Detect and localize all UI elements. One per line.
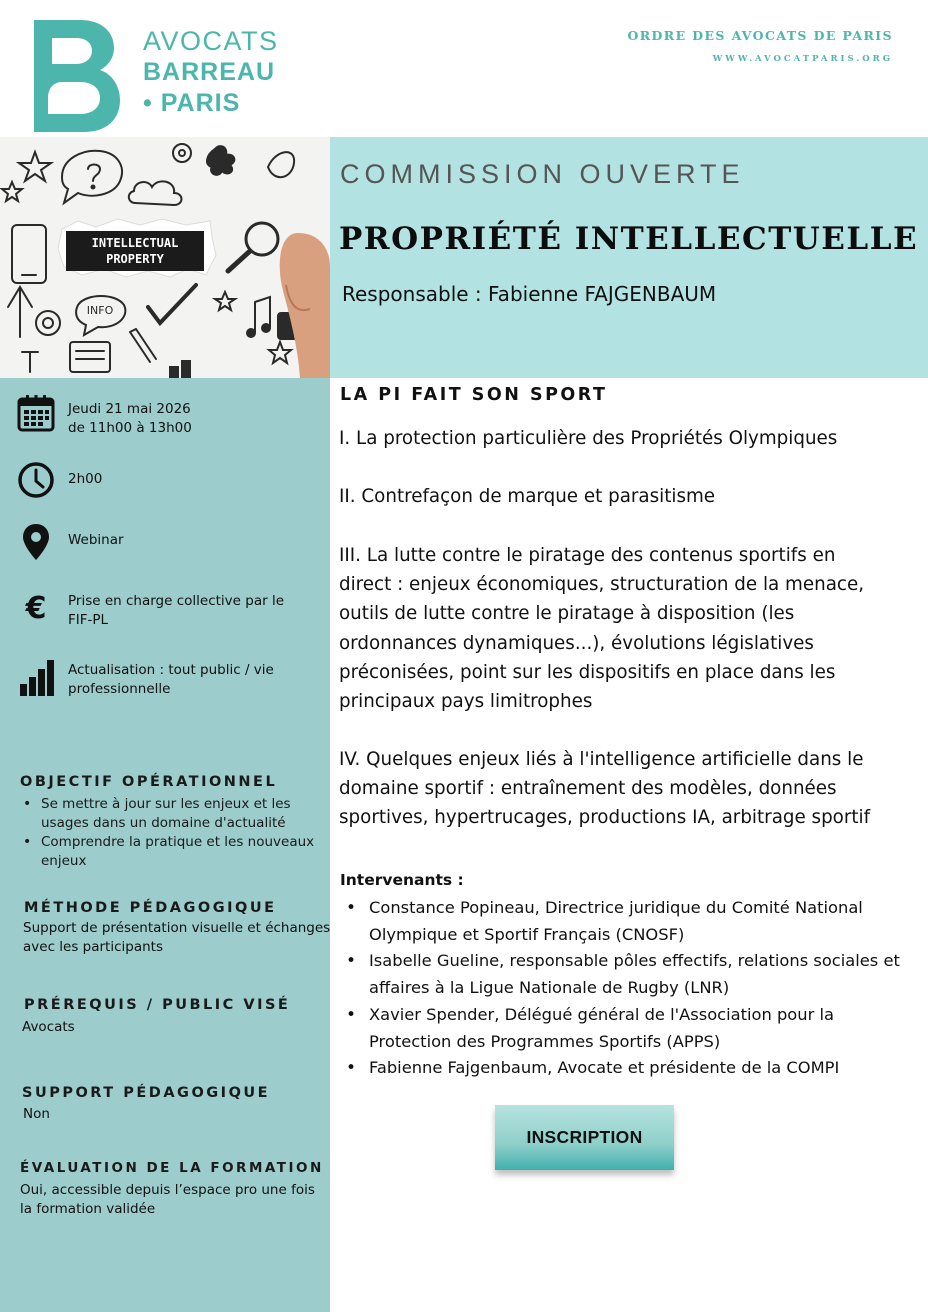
objectif-list: [20, 795, 320, 871]
logo-wordmark: [143, 26, 279, 119]
prerequis-title: PRÉREQUIS / PUBLIC VISÉ: [24, 997, 291, 1013]
org-block: [627, 28, 893, 64]
event-funding-line1: Prise en charge collective par le: [68, 593, 284, 609]
logo-line-barreau: BARREAU: [143, 58, 275, 86]
event-location: Webinar: [68, 532, 124, 548]
methode-line2: avec les participants: [23, 939, 163, 955]
event-level-line2: professionnelle: [68, 681, 171, 697]
support-body: Non: [23, 1106, 50, 1122]
evaluation-line1: Oui, accessible depuis l’espace pro une fois: [20, 1182, 315, 1198]
event-funding: [68, 592, 318, 630]
methode-title: MÉTHODE PÉDAGOGIQUE: [24, 900, 277, 916]
logo-line-paris: • PARIS: [143, 89, 241, 117]
program-item-1: I. La protection particulière des Propriétés Olympiques: [339, 428, 838, 449]
program-item-3: III. La lutte contre le piratage des contenus sportifs en direct : enjeux économiques, structuration de la menace, outils de lutte contre le piratage à disposition (les ordonnances dynamiques...), évolutions législatives préconisées, point sur les dispositifs en place dans les principaux pays limitrophes: [339, 545, 865, 713]
evaluation-line2: la formation validée: [20, 1201, 156, 1217]
commission-kicker: COMMISSION OUVERTE: [340, 159, 745, 189]
event-funding-line2: FIF-PL: [68, 612, 109, 628]
intervenants-list: [340, 895, 900, 1082]
intervenants-title: Intervenants :: [340, 871, 464, 889]
barreau-logo-icon: [28, 16, 120, 134]
prerequis-body: Avocats: [22, 1019, 75, 1035]
intervenant-item: • Isabelle Gueline, responsable pôles effectifs, relations sociales et affaires à la Ligue Nationale de Rugby (LNR): [340, 948, 900, 1001]
calendar-icon: [16, 393, 56, 433]
methode-body: [23, 919, 333, 957]
program-title: LA PI FAIT SON SPORT: [340, 385, 608, 405]
event-duration: 2h00: [68, 471, 103, 487]
event-level: [68, 661, 318, 699]
bar-chart-icon: [16, 658, 56, 698]
intervenant-item: • Constance Popineau, Directrice juridique du Comité National Olympique et Sportif Français (CNOSF): [340, 895, 900, 948]
inscription-button[interactable]: INSCRIPTION: [495, 1105, 674, 1170]
intervenant-item: • Fabienne Fajgenbaum, Avocate et présidente de la COMPI: [340, 1055, 900, 1082]
clock-icon: [16, 460, 56, 500]
program-item-4: IV. Quelques enjeux liés à l'intelligence artificielle dans le domaine sportif : entraînement des modèles, données sportives, hypertrucages, productions IA, arbitrage sportif: [339, 749, 871, 829]
event-date: [68, 400, 318, 438]
event-date-hours: de 11h00 à 13h00: [68, 420, 192, 436]
euro-icon: [16, 588, 56, 628]
svg-text:PROPERTY: PROPERTY: [106, 252, 164, 266]
evaluation-body: [20, 1181, 325, 1219]
hero-sign-text: INTELLECTUAL: [91, 236, 179, 250]
responsable-line: Responsable : Fabienne FAJGENBAUM: [342, 282, 717, 306]
event-date-day: Jeudi 21 mai 2026: [68, 401, 191, 417]
evaluation-title: ÉVALUATION DE LA FORMATION: [20, 1160, 324, 1176]
hero-image: [0, 137, 330, 378]
logo-line-avocats: AVOCATS: [143, 26, 279, 56]
objectif-item: • Se mettre à jour sur les enjeux et les usages dans un domaine d'actualité: [20, 795, 320, 833]
svg-text:INFO: INFO: [86, 304, 114, 317]
program-item-2: II. Contrefaçon de marque et parasitisme: [339, 486, 716, 507]
support-title: SUPPORT PÉDAGOGIQUE: [22, 1085, 271, 1101]
org-url[interactable]: WWW.AVOCATPARIS.ORG: [712, 54, 893, 64]
objectif-item: • Comprendre la pratique et les nouveaux enjeux: [20, 833, 320, 871]
methode-line1: Support de présentation visuelle et échanges: [23, 920, 331, 936]
title-band: [330, 137, 928, 378]
page-title: PROPRIÉTÉ INTELLECTUELLE: [339, 221, 919, 257]
intervenant-item: • Xavier Spender, Délégué général de l'Association pour la Protection des Programmes Sportifs (APPS): [340, 1002, 900, 1055]
event-level-line1: Actualisation : tout public / vie: [68, 662, 274, 678]
objectif-title: OBJECTIF OPÉRATIONNEL: [20, 774, 278, 790]
location-pin-icon: [16, 522, 56, 562]
doodle-illustration: [0, 137, 330, 378]
org-name: ORDRE DES AVOCATS DE PARIS: [627, 28, 893, 43]
svg-text:€: €: [25, 591, 47, 626]
